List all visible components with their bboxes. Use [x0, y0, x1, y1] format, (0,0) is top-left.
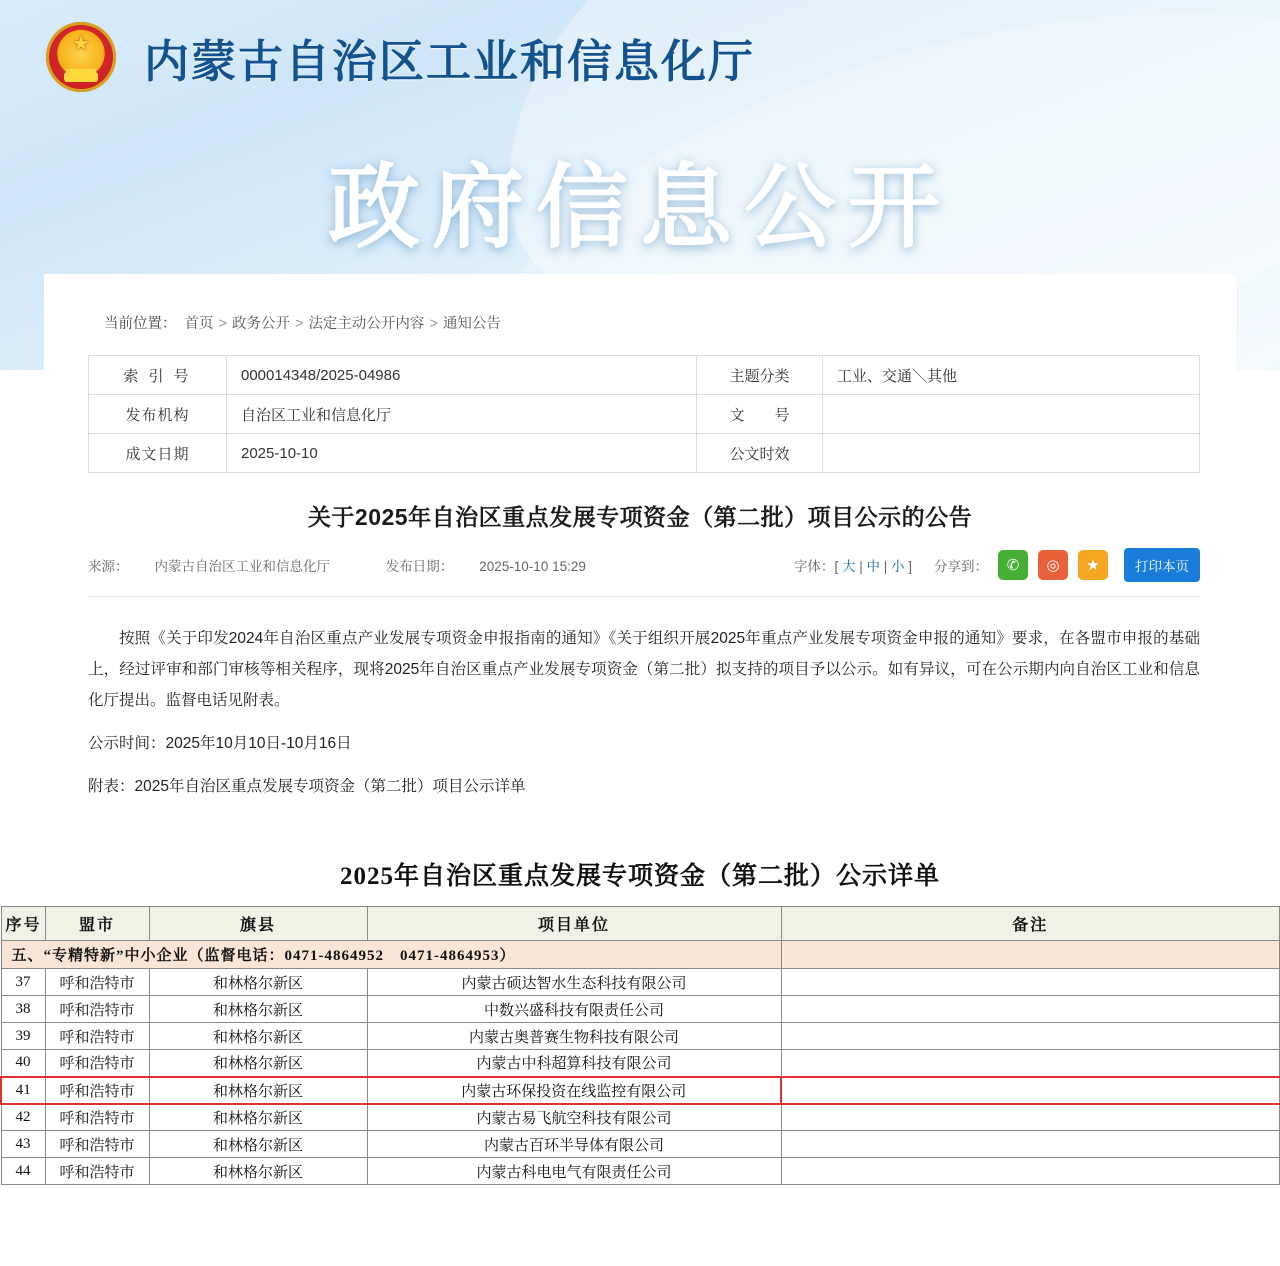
cell-no: 39: [1, 1023, 45, 1050]
article-body: [88, 623, 1200, 802]
cell-county: 和林格尔新区: [149, 1050, 367, 1077]
article-paragraph-3: 附表：2025年自治区重点发展专项资金（第二批）项目公示详单: [88, 778, 526, 795]
share-label: 分享到：: [934, 559, 988, 574]
table-row: [89, 356, 1200, 395]
document-meta-table: [88, 355, 1200, 473]
meta-value-issuer: 自治区工业和信息化厅: [227, 395, 697, 434]
meta-value-validity: [823, 434, 1200, 473]
site-org-name: 内蒙古自治区工业和信息化厅: [144, 36, 756, 87]
wechat-icon[interactable]: ✆: [998, 550, 1028, 580]
article-subbar: [88, 548, 1200, 597]
cell-note: [781, 996, 1280, 1023]
table-row: [89, 434, 1200, 473]
table-row: [1, 1158, 1280, 1185]
breadcrumb-separator: >: [294, 316, 304, 332]
meta-value-date: 2025-10-10: [227, 434, 697, 473]
meta-value-index: 000014348/2025-04986: [227, 356, 697, 395]
font-size-label: 字体：: [793, 559, 835, 574]
cell-no: 40: [1, 1050, 45, 1077]
table-row: [89, 395, 1200, 434]
source-value: 内蒙古自治区工业和信息化厅: [154, 559, 330, 574]
cell-unit: 内蒙古硕达智水生态科技有限公司: [367, 969, 781, 996]
column-header-unit: 项目单位: [367, 907, 781, 941]
weibo-icon[interactable]: ◎: [1038, 550, 1068, 580]
table-row: [1, 996, 1280, 1023]
cell-county: 和林格尔新区: [149, 1077, 367, 1104]
table-row-highlighted: [1, 1077, 1280, 1104]
cell-city: 呼和浩特市: [45, 1104, 149, 1131]
column-header-no: 序号: [1, 907, 45, 941]
cell-no: 41: [1, 1077, 45, 1104]
cell-unit: 内蒙古百环半导体有限公司: [367, 1131, 781, 1158]
cell-city: 呼和浩特市: [45, 1158, 149, 1185]
breadcrumb-separator: >: [429, 316, 438, 332]
breadcrumb-item-notices[interactable]: 通知公告: [442, 316, 501, 332]
national-emblem-icon: [46, 22, 116, 92]
column-header-city: 盟市: [45, 907, 149, 941]
cell-city: 呼和浩特市: [45, 1131, 149, 1158]
cell-city: 呼和浩特市: [45, 969, 149, 996]
meta-label-issuer: 发布机构: [89, 395, 227, 434]
cell-unit: 内蒙古中科超算科技有限公司: [367, 1050, 781, 1077]
cell-note: [781, 1158, 1280, 1185]
table-row: [1, 1104, 1280, 1131]
emblem-star-icon: ★: [72, 33, 90, 55]
breadcrumb: [88, 308, 1192, 355]
cell-unit: 内蒙古易飞航空科技有限公司: [367, 1104, 781, 1131]
cell-note: [781, 1131, 1280, 1158]
cell-no: 43: [1, 1131, 45, 1158]
table-section-row: [1, 941, 1280, 969]
cell-note: [781, 969, 1280, 996]
article-card: [44, 274, 1236, 828]
cell-county: 和林格尔新区: [149, 1023, 367, 1050]
cell-note: [781, 1104, 1280, 1131]
breadcrumb-item-affairs[interactable]: 政务公开: [231, 316, 290, 332]
column-header-note: 备注: [781, 907, 1280, 941]
cell-unit: 内蒙古奥普赛生物科技有限公司: [367, 1023, 781, 1050]
breadcrumb-label: 当前位置：: [104, 316, 177, 332]
table-row: [1, 1023, 1280, 1050]
cell-no: 37: [1, 969, 45, 996]
emblem-gear-icon: [64, 72, 98, 82]
source-label: 来源：: [88, 559, 129, 574]
meta-value-category: 工业、交通＼其他: [823, 356, 1200, 395]
cell-note: [781, 1050, 1280, 1077]
breadcrumb-separator: >: [218, 316, 227, 332]
breadcrumb-item-home[interactable]: 首页: [184, 316, 214, 332]
article-source-info: [88, 555, 638, 575]
print-button[interactable]: 打印本页: [1124, 548, 1200, 582]
table-row: [1, 1131, 1280, 1158]
cell-no: 44: [1, 1158, 45, 1185]
publish-label: 发布日期：: [385, 559, 454, 574]
meta-label-index: 索 引 号: [89, 356, 227, 395]
breadcrumb-item-statutory[interactable]: 法定主动公开内容: [308, 316, 425, 332]
favorite-star-icon[interactable]: ★: [1078, 550, 1108, 580]
attachment-table: [0, 906, 1280, 1185]
banner-header: [0, 0, 1280, 92]
cell-unit: 内蒙古科电电气有限责任公司: [367, 1158, 781, 1185]
cell-city: 呼和浩特市: [45, 1050, 149, 1077]
cell-city: 呼和浩特市: [45, 1077, 149, 1104]
cell-county: 和林格尔新区: [149, 1104, 367, 1131]
page-title: 关于2025年自治区重点发展专项资金（第二批）项目公示的公告: [307, 504, 973, 530]
meta-label-date: 成文日期: [89, 434, 227, 473]
table-row: [1, 1050, 1280, 1077]
attachment-title: 2025年自治区重点发展专项资金（第二批）公示详单: [339, 863, 940, 890]
cell-county: 和林格尔新区: [149, 1131, 367, 1158]
column-header-county: 旗县: [149, 907, 367, 941]
banner-headline: 政府信息公开: [327, 157, 952, 259]
banner-headline-block: [0, 134, 1280, 292]
cell-note: [781, 1023, 1280, 1050]
meta-label-docnumber: 文 号: [697, 395, 823, 434]
cell-county: 和林格尔新区: [149, 1158, 367, 1185]
section-row-note: [781, 941, 1280, 969]
font-size-control: 字体：[ 大 | 中 | 小 ]: [793, 559, 912, 574]
cell-city: 呼和浩特市: [45, 1023, 149, 1050]
attachment-section: [0, 844, 1280, 1185]
meta-value-docnumber: [823, 395, 1200, 434]
cell-unit: 内蒙古环保投资在线监控有限公司: [367, 1077, 781, 1104]
article-paragraph-2: 公示时间：2025年10月10日-10月16日: [88, 735, 352, 752]
section-row-label: 五、“专精特新”中小企业（监督电话：0471-4864952 0471-4864953）: [1, 941, 781, 969]
cell-city: 呼和浩特市: [45, 996, 149, 1023]
font-size-small[interactable]: 小: [890, 559, 905, 574]
cell-no: 38: [1, 996, 45, 1023]
cell-county: 和林格尔新区: [149, 996, 367, 1023]
table-row: [1, 969, 1280, 996]
publish-block: [386, 559, 612, 574]
cell-no: 42: [1, 1104, 45, 1131]
cell-unit: 中数兴盛科技有限责任公司: [367, 996, 781, 1023]
meta-label-category: 主题分类: [697, 356, 823, 395]
article-tools: [794, 548, 1200, 582]
article-paragraph-1: 按照《关于印发2024年自治区重点产业发展专项资金申报指南的通知》《关于组织开展2025年重点产业发展专项资金申报的通知》要求，在各盟市申报的基础上，经过评审和部门审核等相关程序，现将2025年自治区重点产业发展专项资金（第二批）拟支持的项目予以公示。如有异议，可在公示期内向自治区工业和信息化厅提出。监督电话见附表。: [88, 630, 1200, 709]
cell-county: 和林格尔新区: [149, 969, 367, 996]
source-block: [88, 559, 356, 574]
font-size-medium[interactable]: 中: [866, 559, 880, 574]
cell-note: [781, 1077, 1280, 1104]
font-size-large[interactable]: 大: [841, 559, 856, 574]
meta-label-validity: 公文时效: [697, 434, 823, 473]
table-header-row: [1, 907, 1280, 941]
publish-date: 2025-10-10 15:29: [479, 559, 586, 574]
